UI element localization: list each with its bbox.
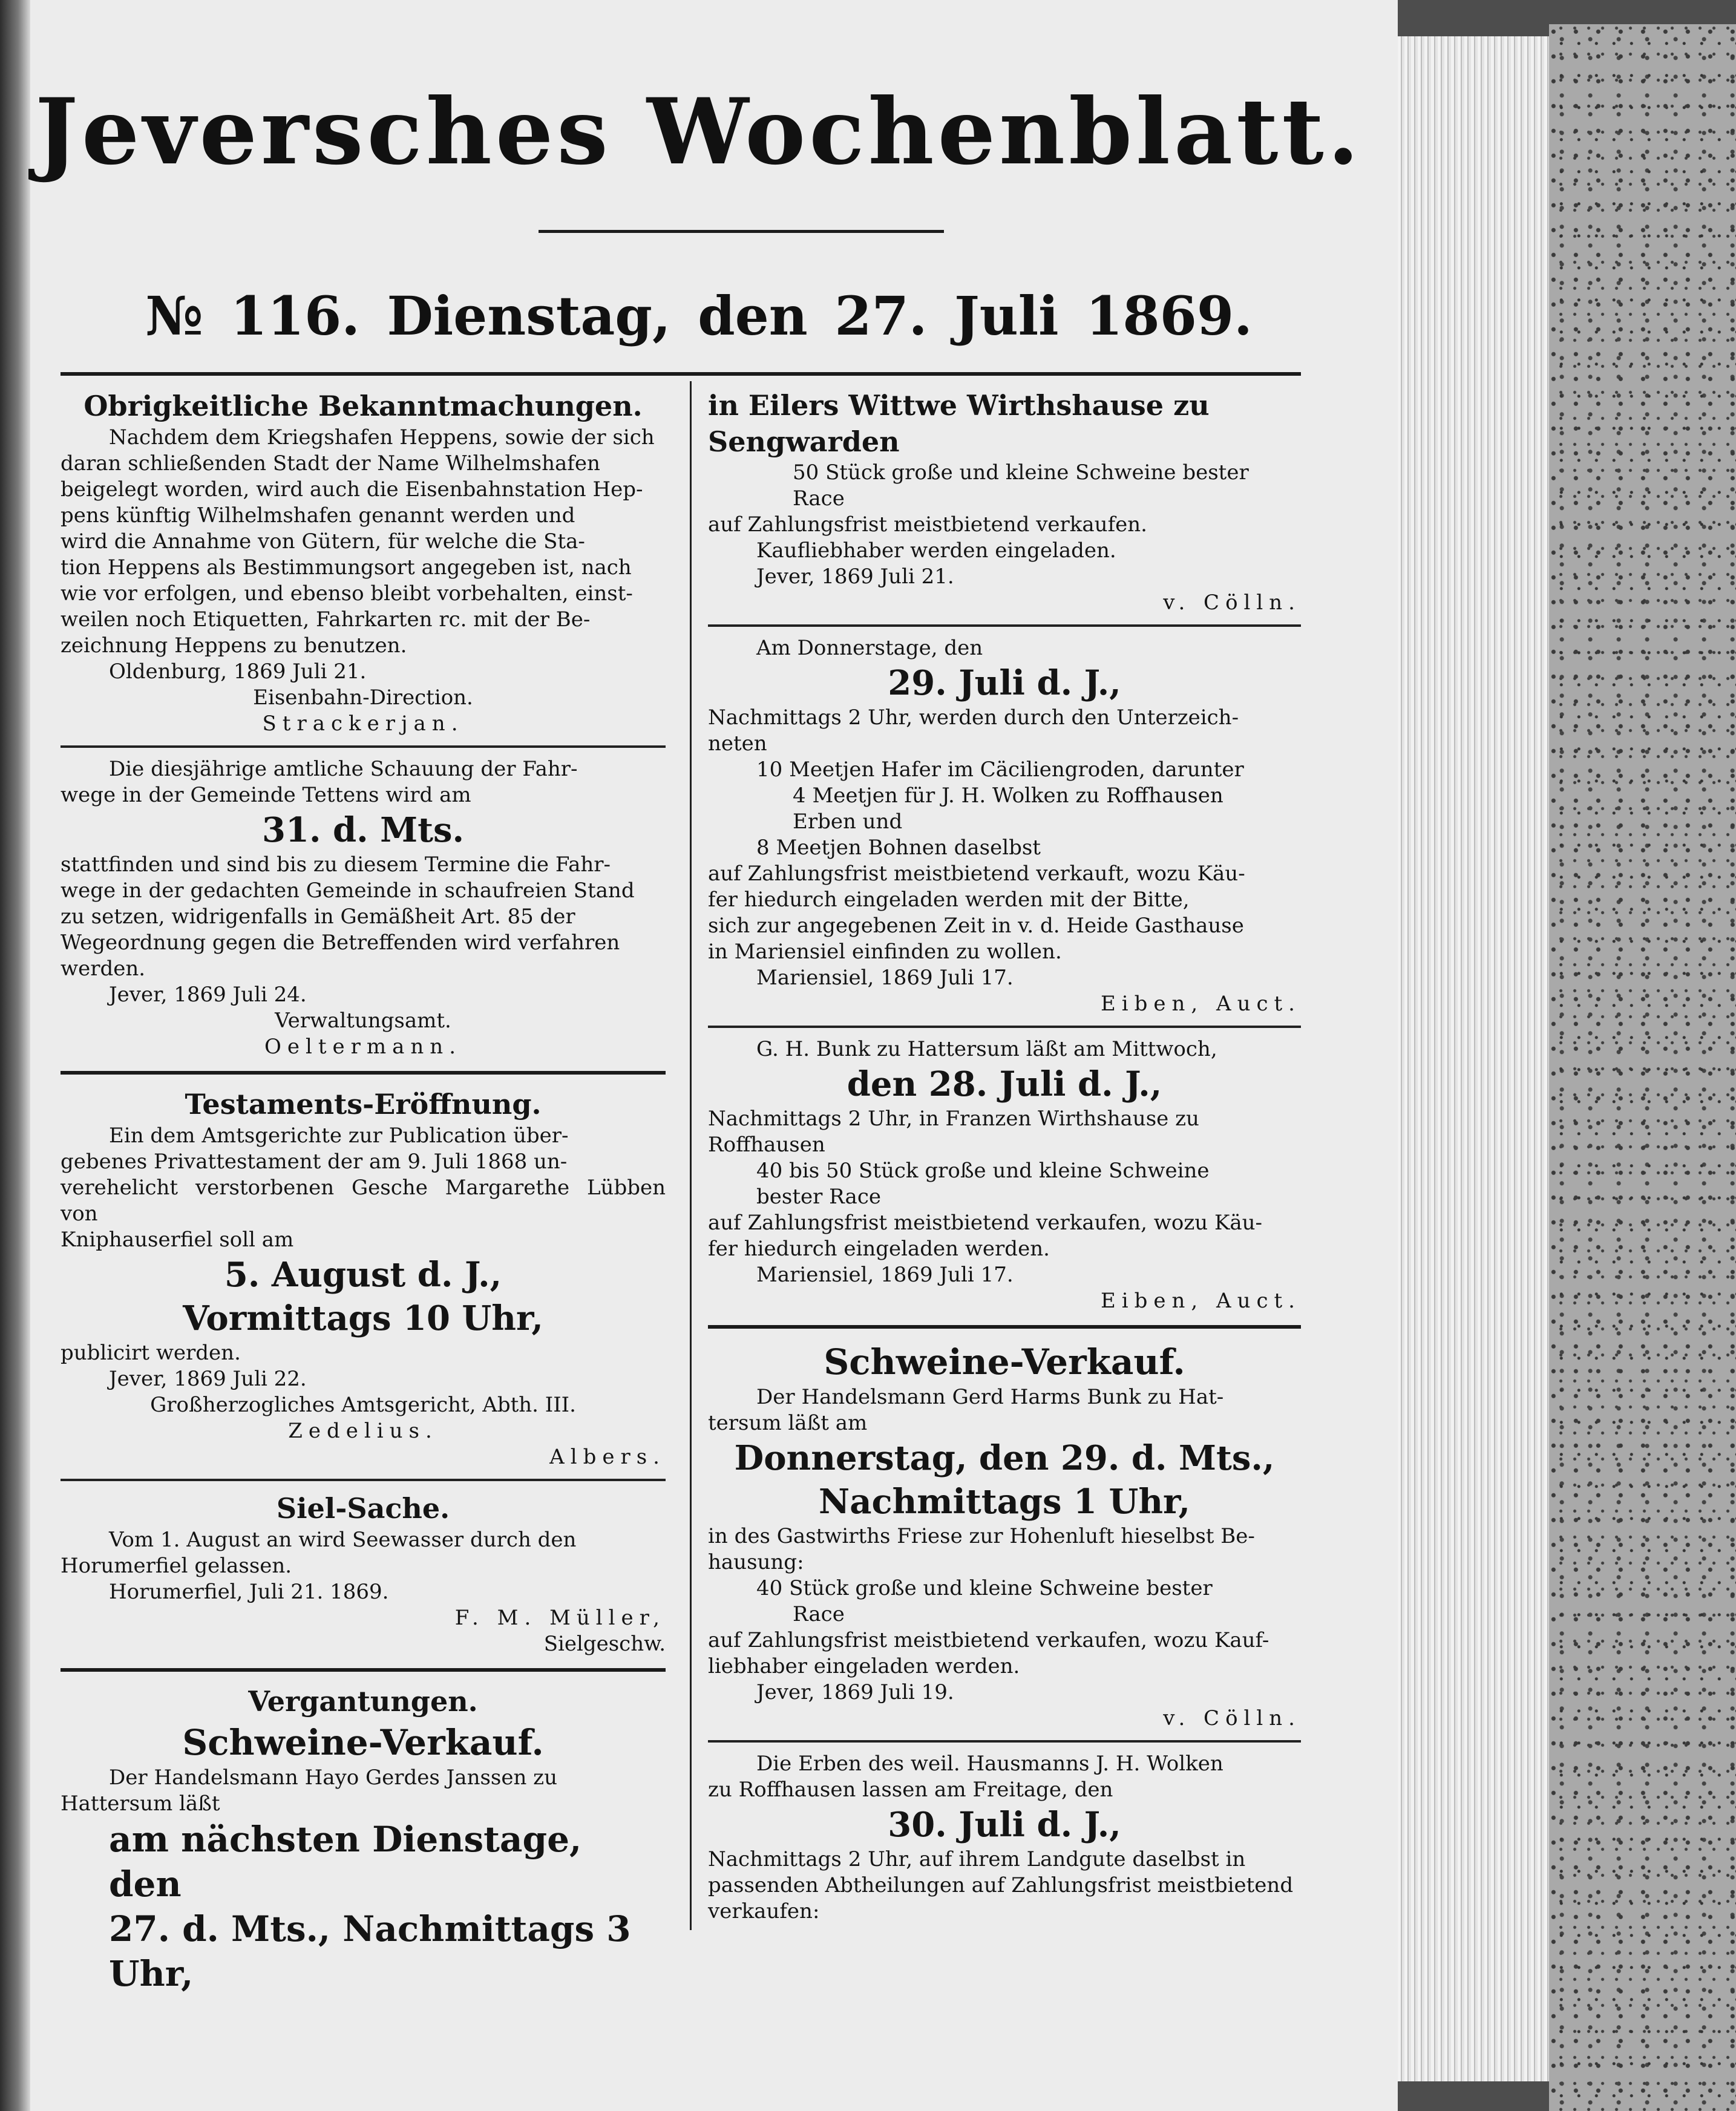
notice-date: Jever, 1869 Juli 19.	[756, 1680, 954, 1704]
notice-line: werden.	[61, 957, 146, 981]
header-rule	[61, 372, 1301, 376]
notice-testament	[61, 1085, 666, 1470]
notice-date: Jever, 1869 Juli 24.	[109, 983, 307, 1007]
notice-big-date: 31. d. Mts.	[262, 810, 464, 850]
notice-line: neten	[708, 731, 767, 756]
notice-line: Nachdem dem Kriegshafen Heppens, sowie der sich	[109, 425, 655, 450]
notice-line: Der Handelsmann Gerd Harms Bunk zu Hat-	[756, 1385, 1224, 1409]
notice-line: publicirt werden.	[61, 1341, 241, 1365]
notice-line: daran schließenden Stadt der Name Wilhelmshafen	[61, 451, 600, 476]
notice-line: zu setzen, widrigenfalls in Gemäßheit Art. 85 der	[61, 905, 575, 929]
notice-place: in Eilers Wittwe Wirthshause zu	[708, 389, 1210, 422]
notice-line: Kaufliebhaber werden eingeladen.	[756, 538, 1116, 563]
left-column	[61, 387, 666, 1996]
notice-line: wie vor erfolgen, und ebenso bleibt vorbehalten, einst-	[61, 581, 633, 606]
notice-line: weilen noch Etiquetten, Fahrkarten rc. mit der Be-	[61, 607, 591, 632]
notice-item: Erben und	[793, 810, 903, 834]
notice-line: auf Zahlungsfrist meistbietend verkaufen.	[708, 512, 1147, 537]
notice-date: Mariensiel, 1869 Juli 17.	[756, 1263, 1014, 1287]
notice-line: Der Handelsmann Hayo Gerdes Janssen zu	[109, 1766, 557, 1790]
notice-item: 8 Meetjen Bohnen daselbst	[756, 836, 1041, 860]
notice-line: auf Zahlungsfrist meistbietend verkaufen, wozu Kauf-	[708, 1628, 1269, 1652]
notice-signer-secondary: Albers.	[549, 1445, 666, 1469]
notice-separator	[708, 1026, 1301, 1028]
notice-line: sich zur angegebenen Zeit in v. d. Heide Gasthause	[708, 914, 1244, 938]
notice-item: Race	[793, 1602, 845, 1626]
notice-big-date: Uhr,	[109, 1953, 194, 1994]
notice-line: Ein dem Amtsgerichte zur Publication über-	[109, 1124, 569, 1148]
notice-big-date: 30. Juli d. J.,	[888, 1805, 1121, 1845]
notice-big-date: 27. d. Mts., Nachmittags 3	[109, 1908, 631, 1949]
notice-line: gebenes Privattestament der am 9. Juli 1868 un-	[61, 1150, 568, 1174]
notice-line: stattfinden und sind bis zu diesem Termine die Fahr-	[61, 853, 611, 877]
notice-siel	[61, 1490, 666, 1657]
notice-oats-sale	[708, 635, 1301, 1017]
notice-signer: Oeltermann.	[264, 1035, 462, 1059]
notice-big-time: Vormittags 10 Uhr,	[183, 1298, 543, 1338]
notice-heading: Schweine-Verkauf.	[182, 1722, 544, 1763]
notice-line: wird die Annahme von Gütern, für welche die Sta-	[61, 529, 585, 554]
notice-date: Jever, 1869 Juli 21.	[756, 565, 954, 589]
notice-line: fer hiedurch eingeladen werden mit der Bitte,	[708, 888, 1190, 912]
notice-big-date: 29. Juli d. J.,	[888, 663, 1121, 703]
notice-big-date: Donnerstag, den 29. d. Mts.,	[734, 1438, 1275, 1478]
notice-bunk-sale	[708, 1036, 1301, 1314]
notice-line: in Mariensiel einfinden zu wollen.	[708, 940, 1062, 964]
notice-line: auf Zahlungsfrist meistbietend verkaufen, wozu Käu-	[708, 1211, 1263, 1235]
notice-signer: Zedelius.	[288, 1419, 438, 1443]
notice-separator	[61, 745, 666, 748]
notice-line: passenden Abtheilungen auf Zahlungsfrist meistbietend	[708, 1873, 1294, 1897]
notice-separator	[708, 1325, 1301, 1329]
notice-line: wege in der Gemeinde Tettens wird am	[61, 783, 471, 807]
notice-signer: Eiben, Auct.	[1100, 1289, 1301, 1313]
notice-separator	[61, 1071, 666, 1075]
masthead-rule	[539, 230, 944, 233]
notice-eilers-sale	[708, 387, 1301, 616]
notice-big-date: den 28. Juli d. J.,	[847, 1064, 1162, 1104]
notice-line: pens künftig Wilhelmshafen genannt werden und	[61, 503, 575, 528]
column-divider	[690, 381, 692, 1930]
notice-heading: Testaments-Eröffnung.	[185, 1088, 542, 1121]
notice-line: liebhaber eingeladen werden.	[708, 1654, 1020, 1678]
notice-separator	[61, 1668, 666, 1672]
notice-line: verkaufen:	[708, 1899, 820, 1923]
notice-road-inspection	[61, 756, 666, 1060]
notice-signer: v. Cölln.	[1163, 1706, 1301, 1730]
notice-line: Nachmittags 2 Uhr, in Franzen Wirthshause zu	[708, 1107, 1199, 1131]
notice-signer: v. Cölln.	[1163, 591, 1301, 615]
notice-item: 40 Stück große und kleine Schweine bester	[756, 1576, 1213, 1600]
notice-big-time: Nachmittags 1 Uhr,	[819, 1482, 1190, 1522]
page-left-edge	[0, 0, 30, 2111]
masthead-title: Jeversches Wochenblatt.	[35, 79, 1363, 185]
notice-date: Mariensiel, 1869 Juli 17.	[756, 966, 1014, 990]
notice-line: verehelicht verstorbenen Gesche Margarethe Lübben von	[61, 1176, 666, 1226]
notice-office: Eisenbahn-Direction.	[253, 686, 473, 710]
notice-separator	[708, 1740, 1301, 1743]
notice-item: 4 Meetjen für J. H. Wolken zu Roffhausen	[793, 784, 1223, 808]
book-page-edges	[1398, 36, 1549, 2081]
notice-line: in des Gastwirths Friese zur Hohenluft hieselbst Be-	[708, 1524, 1255, 1548]
right-column	[708, 387, 1301, 1925]
notice-line: Roffhausen	[708, 1133, 825, 1157]
notice-office: Großherzogliches Amtsgericht, Abth. III.	[150, 1393, 576, 1417]
notice-big-date: am nächsten Dienstage, den	[109, 1819, 582, 1905]
notice-office: Verwaltungsamt.	[275, 1009, 451, 1033]
notice-line: Die Erben des weil. Hausmanns J. H. Wolken	[756, 1752, 1223, 1776]
notice-place: Sengwarden	[708, 425, 900, 458]
notice-line: beigelegt worden, wird auch die Eisenbahnstation Hep-	[61, 477, 643, 502]
notice-separator	[708, 624, 1301, 627]
notice-item: 40 bis 50 Stück große und kleine Schweine	[756, 1159, 1210, 1183]
notice-signer: F. M. Müller,	[454, 1606, 666, 1630]
notice-date: Jever, 1869 Juli 22.	[109, 1367, 307, 1391]
notice-line: Horumerfiel gelassen.	[61, 1554, 292, 1578]
notice-signer: Eiben, Auct.	[1100, 992, 1301, 1016]
issue-line: № 116. Dienstag, den 27. Juli 1869.	[145, 284, 1253, 347]
notice-heading: Obrigkeitliche Bekanntmachungen.	[84, 390, 643, 422]
notice-item: Race	[793, 486, 845, 511]
notice-big-date: 5. August d. J.,	[224, 1255, 502, 1295]
notice-line: Wegeordnung gegen die Betreffenden wird verfahren	[61, 931, 620, 955]
notice-date: Horumerfiel, Juli 21. 1869.	[109, 1580, 389, 1604]
notice-line: tion Heppens als Bestimmungsort angegeben ist, nach	[61, 555, 632, 580]
notice-pig-sale-janssen	[61, 1683, 666, 1996]
notice-date: Oldenburg, 1869 Juli 21.	[109, 659, 367, 684]
notice-item: 50 Stück große und kleine Schweine bester	[793, 460, 1249, 485]
notice-line: Am Donnerstage, den	[756, 636, 983, 660]
notice-line: hausung:	[708, 1550, 804, 1574]
notice-signer: Strackerjan.	[262, 712, 464, 736]
notice-line: zeichnung Heppens zu benutzen.	[61, 633, 407, 658]
notice-line: wege in der gedachten Gemeinde in schaufreien Stand	[61, 879, 635, 903]
notice-item: 10 Meetjen Hafer im Cäciliengroden, darunter	[756, 758, 1244, 782]
notice-line: auf Zahlungsfrist meistbietend verkauft, wozu Käu-	[708, 862, 1245, 886]
notice-heading: Schweine-Verkauf.	[824, 1341, 1185, 1383]
notice-line: tersum läßt am	[708, 1411, 868, 1435]
notice-role: Sielgeschw.	[543, 1632, 666, 1656]
notice-pig-sale-bunk	[708, 1340, 1301, 1732]
notice-line: zu Roffhausen lassen am Freitage, den	[708, 1778, 1113, 1802]
section-heading: Vergantungen.	[248, 1685, 478, 1718]
notice-line: Die diesjährige amtliche Schauung der Fahr-	[109, 757, 578, 781]
notice-line: Nachmittags 2 Uhr, werden durch den Unterzeich-	[708, 705, 1239, 730]
notice-railway	[61, 387, 666, 737]
notice-wolken-heirs	[708, 1751, 1301, 1925]
notice-line: Kniphauserfiel soll am	[61, 1228, 294, 1252]
book-cover	[1549, 24, 1736, 2111]
notice-line: Nachmittags 2 Uhr, auf ihrem Landgute daselbst in	[708, 1847, 1246, 1871]
notice-line: Hattersum läßt	[61, 1792, 220, 1816]
notice-line: fer hiedurch eingeladen werden.	[708, 1237, 1050, 1261]
notice-line: Vom 1. August an wird Seewasser durch den	[109, 1528, 577, 1552]
notice-item: bester Race	[756, 1185, 881, 1209]
notice-line: G. H. Bunk zu Hattersum läßt am Mittwoch,	[756, 1037, 1217, 1061]
notice-separator	[61, 1479, 666, 1481]
notice-heading: Siel-Sache.	[276, 1492, 450, 1525]
